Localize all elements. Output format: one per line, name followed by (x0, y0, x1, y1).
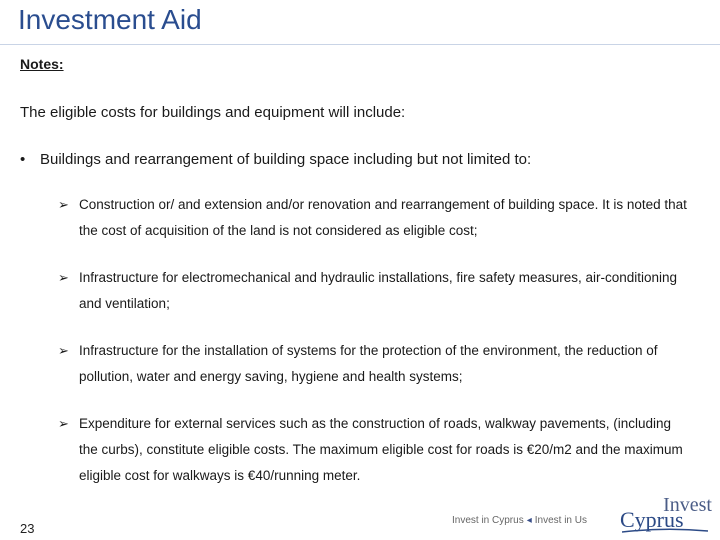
logo-invest-text: Invest (663, 494, 712, 516)
page-number: 23 (20, 521, 35, 536)
bullet-icon: • (20, 151, 26, 168)
arrow-bullet-icon: ➢ (58, 270, 69, 285)
invest-cyprus-logo (620, 494, 716, 534)
notes-label: Notes: (20, 56, 64, 72)
footer-tagline (452, 515, 587, 526)
arrow-bullet-icon: ➢ (58, 416, 69, 431)
sub-item-external-services (58, 411, 688, 489)
sub-item-environment (58, 338, 688, 390)
sub-item-infrastructure (58, 265, 688, 317)
logo-cyprus-text: Cyprus (620, 507, 684, 532)
arrow-bullet-icon: ➢ (58, 343, 69, 358)
sub-item-text: Construction or/ and extension and/or renovation and rearrangement of building space. It is noted that the cost of acquisition of the land is not considered as eligible cost; (79, 197, 687, 238)
sub-item-text: Infrastructure for electromechanical and hydraulic installations, fire safety measures, air-conditioning and ventilation; (79, 270, 678, 311)
tagline-left: Invest in Cyprus (452, 515, 524, 526)
intro-text: The eligible costs for buildings and equipment will include: (20, 104, 406, 121)
tagline-right: Invest in Us (534, 515, 587, 526)
bullet-item (20, 151, 531, 168)
arrow-bullet-icon: ➢ (58, 197, 69, 212)
arrow-separator-icon: ◂ (526, 515, 532, 526)
sub-item-text: Expenditure for external services such as the construction of roads, walkway pavements, (including the curbs), constitute eligible costs. The maximum eligible cost for roads is €20/m2 and the maximum eligible cost for walkways is €40/running meter. (79, 416, 683, 483)
sub-item-text: Infrastructure for the installation of systems for the protection of the environment, the reduction of pollution, water and energy saving, hygiene and health systems; (79, 343, 658, 384)
bullet-text: Buildings and rearrangement of building space including but not limited to: (40, 151, 532, 168)
page-title: Investment Aid (18, 4, 202, 35)
sub-item-construction (58, 192, 688, 244)
logo-swoosh-icon (622, 528, 708, 533)
title-divider (0, 44, 720, 45)
